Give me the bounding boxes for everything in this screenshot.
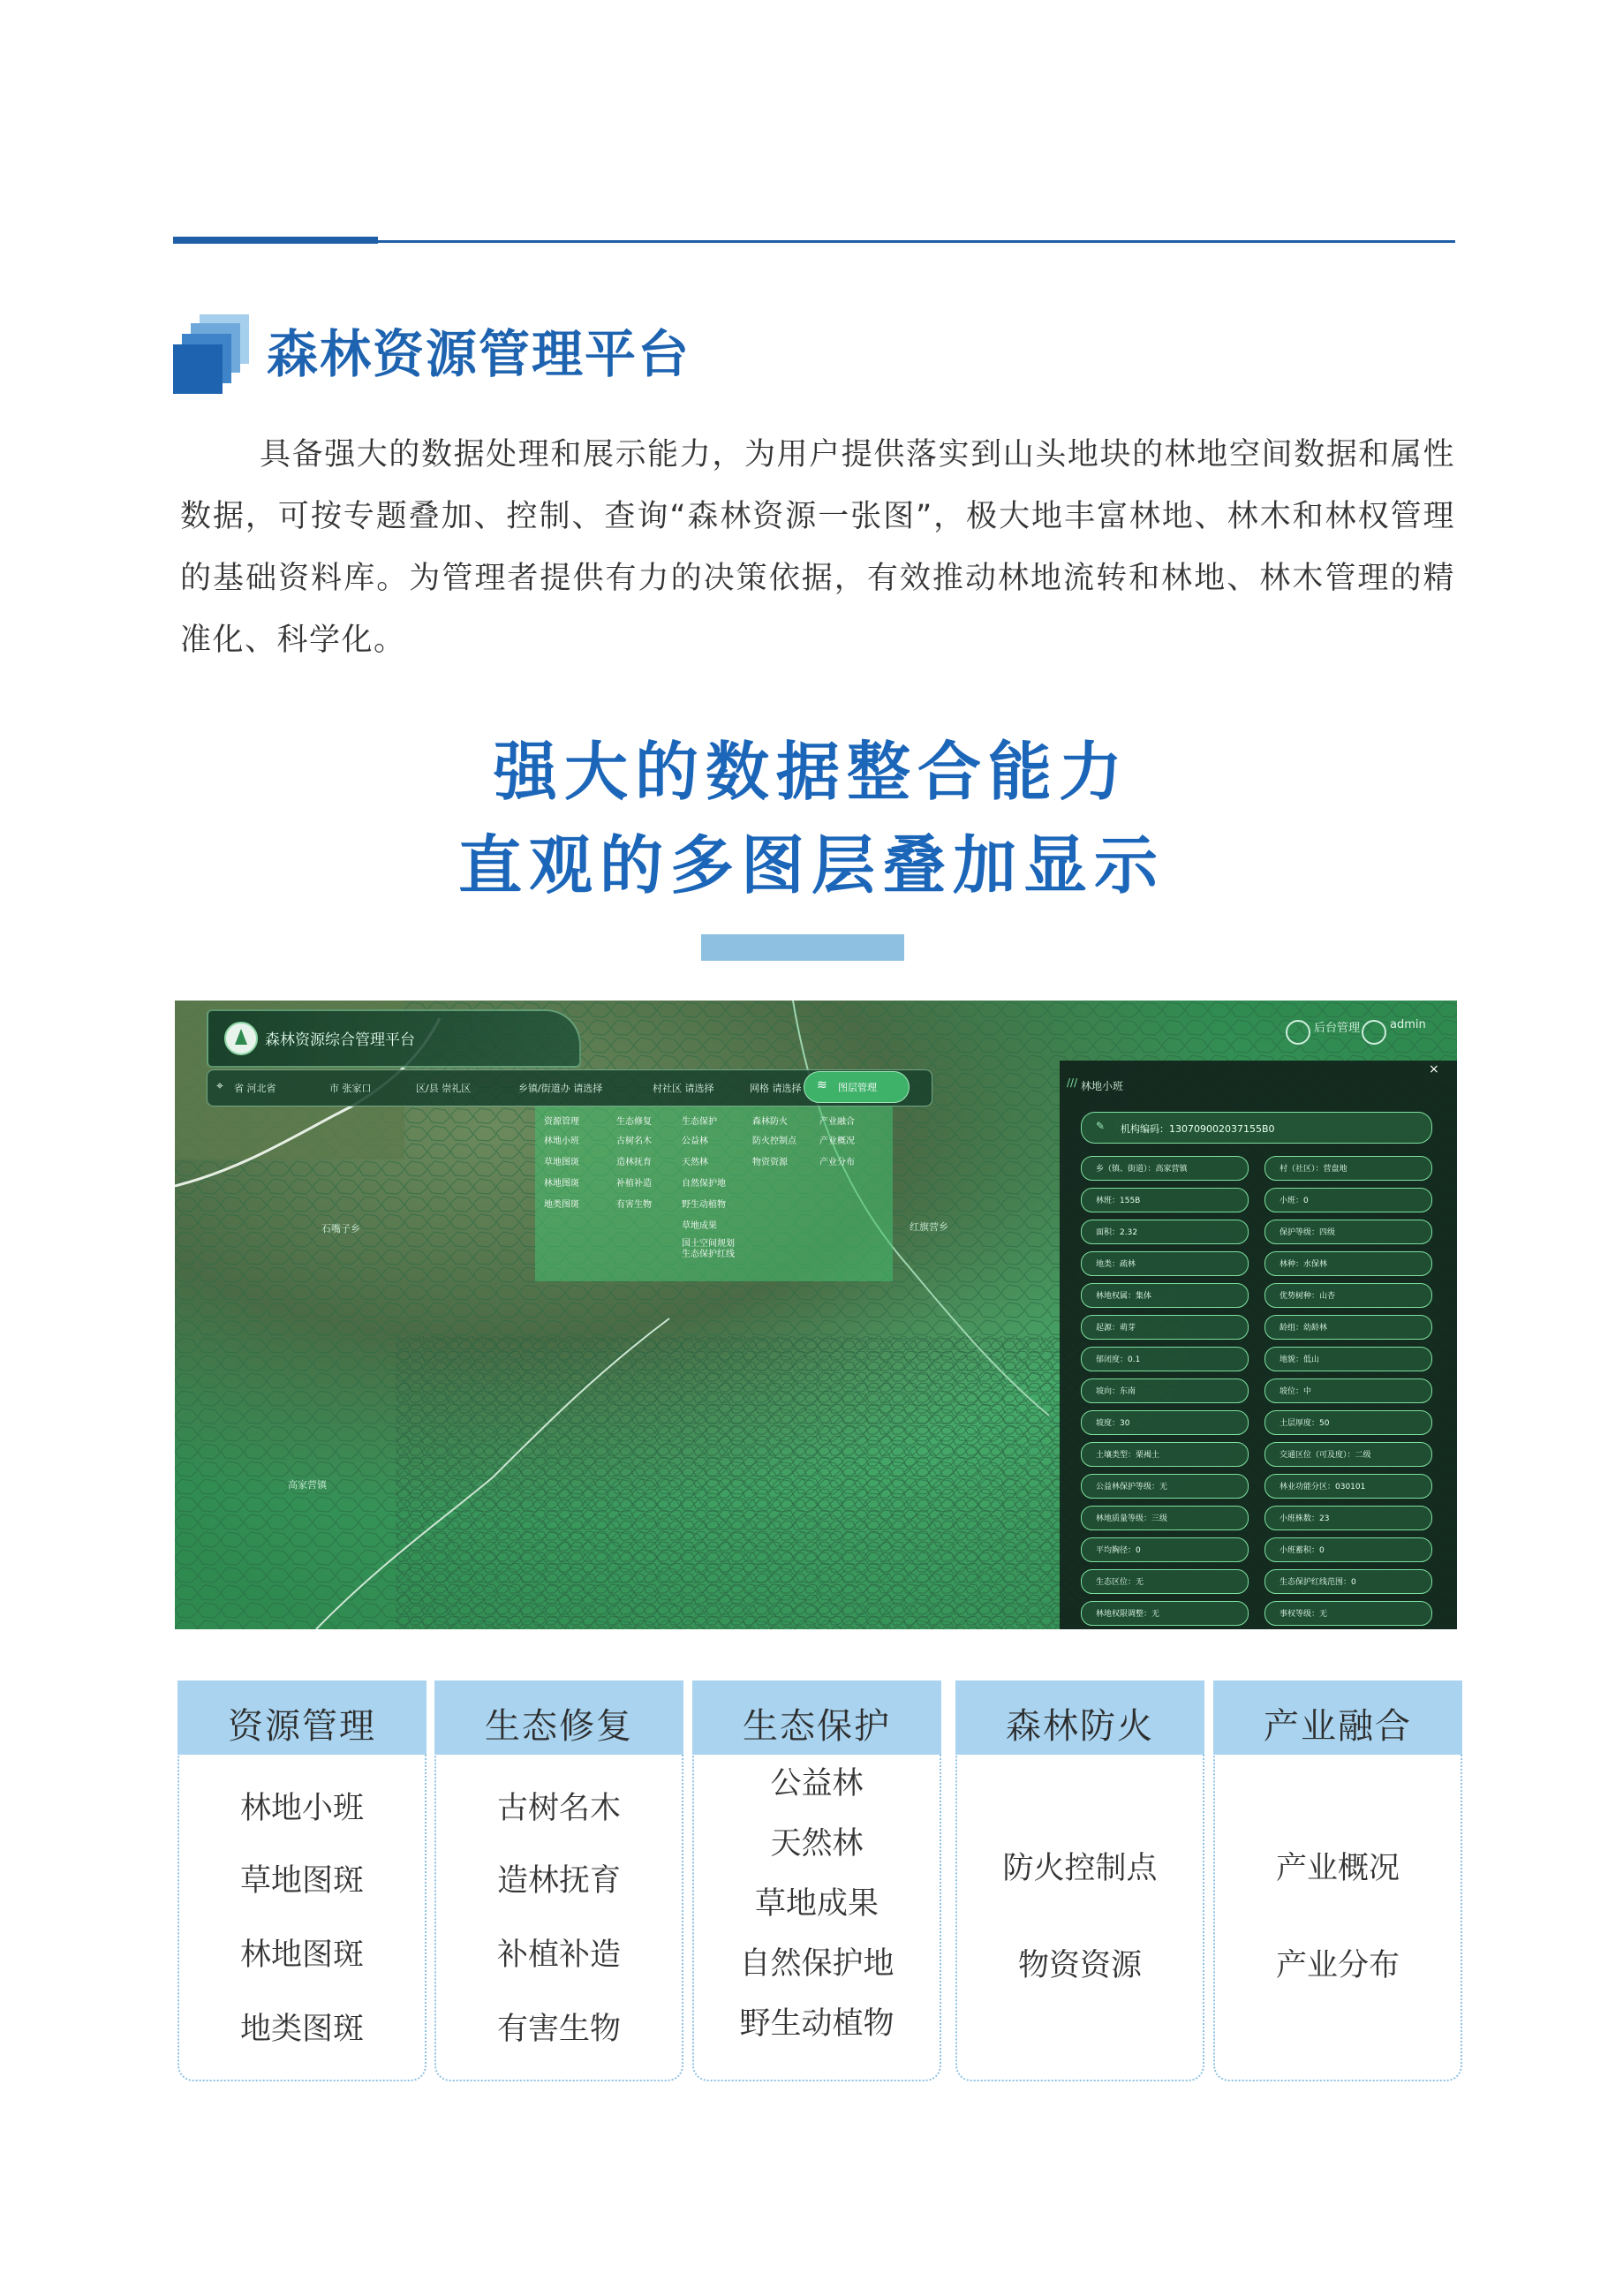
layer-check-item[interactable]: 有害生物 xyxy=(616,1200,652,1210)
category-card-item: 自然保护地 xyxy=(739,1946,895,1982)
back-arrow-icon[interactable] xyxy=(1286,1020,1310,1045)
attribute-field xyxy=(1264,1378,1432,1403)
attribute-value: 坡度：30 xyxy=(1096,1419,1130,1428)
layer-check-item[interactable]: 产业概况 xyxy=(819,1137,855,1146)
attribute-value: 林地权限调整：无 xyxy=(1096,1610,1160,1619)
category-card-title: 生态保护 xyxy=(743,1706,891,1747)
attribute-field xyxy=(1264,1474,1432,1499)
category-card-item: 林地图斑 xyxy=(239,1937,364,1973)
attribute-value: 地类：疏林 xyxy=(1096,1260,1136,1269)
attribute-field xyxy=(1081,1601,1249,1626)
attribute-value: 土壤类型：栗褐土 xyxy=(1096,1451,1160,1460)
attribute-field xyxy=(1264,1251,1432,1276)
admin-link[interactable]: 后台管理 xyxy=(1314,1022,1361,1035)
category-card-title: 生态修复 xyxy=(485,1706,633,1747)
attribute-field xyxy=(1081,1474,1249,1499)
attribute-value: 起源：萌芽 xyxy=(1096,1324,1136,1333)
attribute-value: 郁闭度：0.1 xyxy=(1096,1356,1141,1364)
filter-province[interactable]: 省 河北省 xyxy=(234,1083,276,1094)
layer-check-item[interactable]: 古树名木 xyxy=(616,1137,652,1146)
attribute-value: 乡（镇、街道）：高家营镇 xyxy=(1096,1165,1188,1174)
layers-icon: ≋ xyxy=(817,1078,827,1092)
category-card-item: 天然林 xyxy=(770,1826,864,1862)
attribute-field xyxy=(1081,1283,1249,1308)
category-card-header xyxy=(955,1680,1204,1755)
category-card-item: 物资资源 xyxy=(1017,1948,1142,1983)
layer-check-item[interactable]: 防火控制点 xyxy=(752,1137,796,1146)
detail-panel xyxy=(1060,1061,1457,1629)
layer-check-item[interactable]: 林地图斑 xyxy=(544,1179,579,1189)
layer-group-head: 森林防火 xyxy=(752,1117,788,1127)
category-card-item: 补植补造 xyxy=(496,1937,621,1973)
attribute-value: 坡位：中 xyxy=(1280,1387,1312,1396)
attribute-field xyxy=(1081,1442,1249,1467)
attribute-value: 林地权属：集体 xyxy=(1096,1292,1152,1301)
attribute-value: 小班株数：23 xyxy=(1280,1514,1330,1523)
attribute-field xyxy=(1264,1220,1432,1244)
category-card-item: 林地小班 xyxy=(239,1791,364,1826)
section-title: 森林资源管理平台 xyxy=(267,324,691,384)
category-card xyxy=(177,1680,427,2081)
attribute-field xyxy=(1264,1506,1432,1530)
attribute-value: 小班：0 xyxy=(1280,1197,1309,1205)
location-pin-icon: ⌖ xyxy=(216,1079,223,1093)
category-card xyxy=(1213,1680,1462,2081)
map-label: 红旗营乡 xyxy=(910,1221,948,1233)
category-card-item: 地类图斑 xyxy=(239,2012,364,2047)
category-card-item: 产业分布 xyxy=(1275,1948,1400,1983)
layer-check-item[interactable]: 自然保护地 xyxy=(682,1179,726,1189)
layer-check-item[interactable]: 物资资源 xyxy=(752,1158,788,1167)
category-card-title: 产业融合 xyxy=(1264,1706,1412,1747)
attribute-field xyxy=(1264,1601,1432,1626)
layer-check-item[interactable]: 造林抚育 xyxy=(616,1158,652,1167)
category-card-header xyxy=(177,1680,427,1755)
category-card-header xyxy=(434,1680,683,1755)
layer-check-item[interactable]: 草地成果 xyxy=(682,1221,717,1231)
category-card xyxy=(434,1680,683,2081)
attribute-value: 公益林保护等级：无 xyxy=(1096,1483,1168,1492)
map-label: 石嘴子乡 xyxy=(321,1223,360,1235)
attribute-field xyxy=(1081,1347,1249,1371)
forest-logo-icon xyxy=(224,1022,258,1055)
hero-underline xyxy=(701,934,904,961)
category-card-item: 造林抚育 xyxy=(496,1863,621,1899)
hero-line-1: 强大的数据整合能力 xyxy=(493,735,1129,809)
attribute-field xyxy=(1081,1220,1249,1244)
layer-group-head: 生态修复 xyxy=(616,1117,652,1127)
filter-district[interactable]: 区/县 崇礼区 xyxy=(416,1083,472,1094)
attribute-field xyxy=(1264,1537,1432,1562)
attribute-value: 生态区位：无 xyxy=(1096,1578,1144,1587)
user-name: admin xyxy=(1390,1018,1426,1031)
attribute-field xyxy=(1264,1442,1432,1467)
layer-check-item[interactable]: 国土空间规划生态保护红线 xyxy=(682,1239,735,1259)
layer-check-item[interactable]: 天然林 xyxy=(682,1158,708,1167)
filter-village[interactable]: 村社区 请选择 xyxy=(653,1083,714,1094)
category-card-item: 公益林 xyxy=(770,1766,864,1801)
layer-check-item[interactable]: 地类图斑 xyxy=(544,1200,579,1210)
intro-paragraph: 具备强大的数据处理和展示能力，为用户提供落实到山头地块的林地空间数据和属性数据，可按专题叠加、控制、查询“森林资源一张图”，极大地丰富林地、林木和林权管理的基础资料库。为管理者提供有力的决策依据，有效推动林地流转和林地、林木管理的精准化、科学化。 xyxy=(180,437,1455,658)
attribute-value: 龄组：幼龄林 xyxy=(1280,1324,1328,1333)
attribute-field xyxy=(1264,1283,1432,1308)
category-card-item: 古树名木 xyxy=(496,1791,621,1826)
layer-check-item[interactable]: 公益林 xyxy=(682,1137,708,1146)
layer-panel xyxy=(535,1106,893,1281)
category-card-header xyxy=(1213,1680,1462,1755)
org-code-field xyxy=(1081,1112,1432,1144)
attribute-field xyxy=(1081,1506,1249,1530)
layer-group-head: 资源管理 xyxy=(544,1117,579,1127)
edit-icon: ✎ xyxy=(1096,1120,1106,1132)
attribute-value: 土层厚度：50 xyxy=(1280,1419,1330,1428)
layer-manager-label: 图层管理 xyxy=(838,1082,877,1093)
detail-panel-title: 林地小班 xyxy=(1081,1080,1124,1092)
attribute-field xyxy=(1081,1410,1249,1435)
map-label: 高家营镇 xyxy=(288,1479,327,1491)
attribute-field xyxy=(1264,1569,1432,1594)
header-rule-accent xyxy=(173,237,378,244)
category-card-title: 森林防火 xyxy=(1006,1706,1154,1747)
filter-town[interactable]: 乡镇/街道办 请选择 xyxy=(518,1083,603,1094)
attribute-field xyxy=(1081,1315,1249,1340)
stripes-icon: /// xyxy=(1067,1076,1078,1089)
layer-check-item[interactable]: 草地图斑 xyxy=(544,1158,579,1167)
attribute-field xyxy=(1081,1569,1249,1594)
app-header xyxy=(207,1009,581,1068)
category-card-item: 野生动植物 xyxy=(739,2006,895,2042)
layer-check-item[interactable]: 补植补造 xyxy=(616,1179,652,1189)
category-card-item: 产业概况 xyxy=(1275,1851,1400,1886)
layer-group-head: 产业融合 xyxy=(819,1117,855,1127)
org-code-value: 机构编码：130709002037155B0 xyxy=(1121,1123,1275,1135)
attribute-value: 小班蓄积：0 xyxy=(1280,1546,1325,1555)
close-icon[interactable]: × xyxy=(1429,1062,1439,1076)
attribute-field xyxy=(1264,1410,1432,1435)
category-card xyxy=(955,1680,1204,2081)
platform-screenshot xyxy=(175,1001,1457,1629)
attribute-field xyxy=(1081,1156,1249,1181)
category-card-title: 资源管理 xyxy=(228,1706,376,1747)
user-avatar-icon[interactable] xyxy=(1362,1020,1386,1045)
stacked-squares-icon xyxy=(173,314,249,394)
category-card-item: 有害生物 xyxy=(496,2012,621,2047)
attribute-field xyxy=(1264,1188,1432,1212)
category-card-item: 防火控制点 xyxy=(1002,1851,1158,1886)
attribute-value: 林地质量等级：三级 xyxy=(1096,1514,1168,1523)
hero-line-2: 直观的多图层叠加显示 xyxy=(457,828,1165,903)
attribute-value: 优势树种：山杏 xyxy=(1280,1292,1336,1301)
attribute-field xyxy=(1264,1347,1432,1371)
attribute-value: 林业功能分区：030101 xyxy=(1280,1483,1366,1492)
attribute-field xyxy=(1081,1251,1249,1276)
layer-check-item[interactable]: 林地小班 xyxy=(544,1137,579,1146)
attribute-value: 面积：2.32 xyxy=(1096,1228,1138,1237)
attribute-value: 事权等级：无 xyxy=(1280,1610,1328,1619)
attribute-value: 坡向：东南 xyxy=(1096,1387,1136,1396)
layer-manager-button[interactable] xyxy=(804,1071,910,1103)
layer-check-item[interactable]: 野生动植物 xyxy=(682,1200,726,1210)
attribute-value: 林种：水保林 xyxy=(1280,1260,1328,1269)
app-title: 森林资源综合管理平台 xyxy=(265,1031,415,1049)
attribute-field xyxy=(1264,1156,1432,1181)
attribute-field xyxy=(1081,1188,1249,1212)
attribute-value: 保护等级：四级 xyxy=(1280,1228,1336,1237)
attribute-field xyxy=(1081,1537,1249,1562)
category-card-item: 草地图斑 xyxy=(239,1863,364,1899)
attribute-value: 平均胸径：0 xyxy=(1096,1546,1141,1555)
filter-city[interactable]: 市 张家口 xyxy=(329,1083,372,1094)
attribute-value: 林班：155B xyxy=(1096,1197,1141,1205)
attribute-value: 交通区位（可及度）：二级 xyxy=(1280,1451,1371,1460)
header-rule xyxy=(378,240,1455,243)
layer-group-head: 生态保护 xyxy=(682,1117,717,1127)
attribute-field xyxy=(1081,1378,1249,1403)
category-card xyxy=(692,1680,941,2081)
category-card-item: 草地成果 xyxy=(754,1886,879,1922)
filter-grid[interactable]: 网格 请选择 xyxy=(750,1083,802,1094)
attribute-value: 生态保护红线范围：0 xyxy=(1280,1578,1356,1587)
attribute-field xyxy=(1264,1315,1432,1340)
attribute-value: 地貌：低山 xyxy=(1280,1356,1320,1364)
attribute-value: 村（社区）：营盘地 xyxy=(1280,1165,1347,1174)
layer-check-item[interactable]: 产业分布 xyxy=(819,1158,855,1167)
category-card-header xyxy=(692,1680,941,1755)
